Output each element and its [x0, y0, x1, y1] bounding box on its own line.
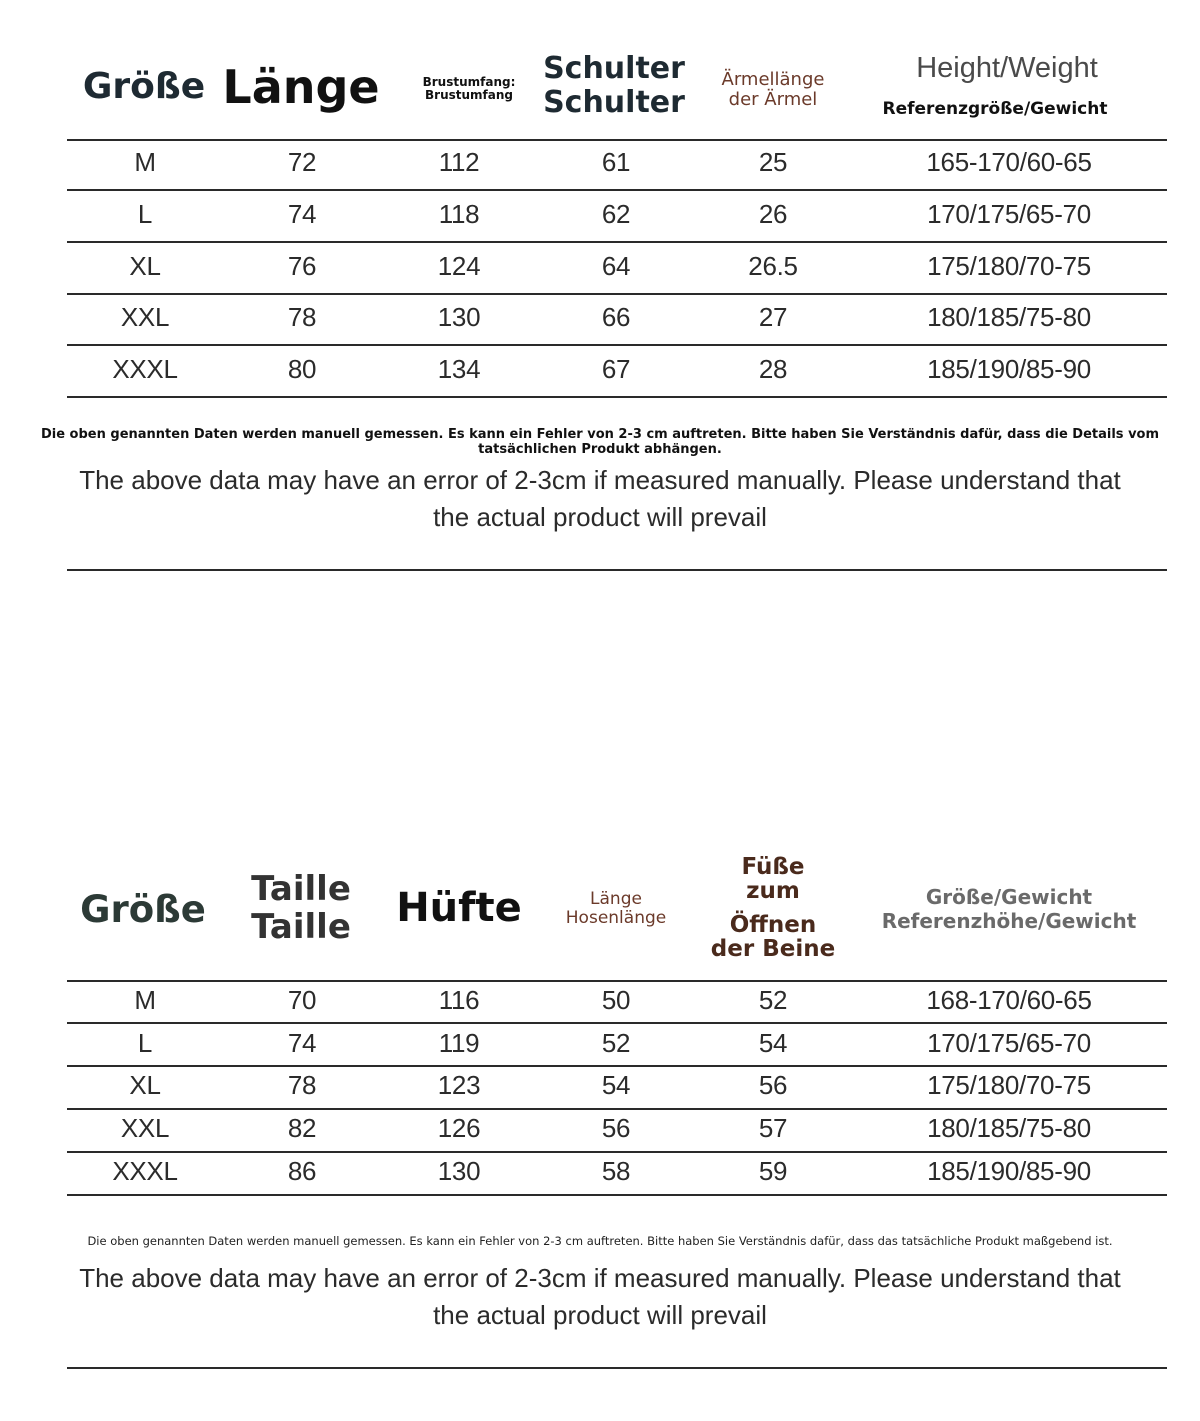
cell-sleeve: 26.5	[748, 251, 798, 281]
pants-rule	[67, 1108, 1167, 1110]
pants-header-leg-opening-line2: zum	[746, 878, 800, 904]
tops-rule	[67, 293, 1167, 295]
cell-length: 54	[601, 1070, 631, 1100]
cell-shoulder: 64	[601, 251, 631, 281]
cell-hip: 116	[438, 985, 480, 1015]
tops-header-sleeve-line1: Ärmellänge	[721, 69, 825, 90]
cell-hip: 123	[437, 1070, 481, 1100]
tops-rule	[67, 344, 1167, 346]
cell-size: XXXL	[112, 1156, 178, 1186]
cell-size: M	[134, 147, 156, 177]
tops-note-english	[0, 462, 1200, 536]
tops-note-german: Die oben genannten Daten werden manuell gemessen. Es kann ein Fehler von 2-3 cm auftreten. Bitte haben Sie Verständnis dafür, dass die Details vom tatsächlichen Produkt abhängen.	[40, 427, 1160, 457]
cell-shoulder: 67	[601, 354, 631, 384]
pants-header-leg-opening	[711, 855, 835, 961]
tops-header-reference: Referenzgröße/Gewicht	[882, 99, 1108, 119]
tops-header-shoulder-line2: Schulter	[543, 85, 685, 120]
cell-size: M	[134, 985, 156, 1015]
pants-header-leg-opening-line3: Öffnen	[729, 912, 817, 938]
cell-chest: 118	[438, 199, 480, 229]
cell-height-weight: 170/175/65-70	[927, 199, 1091, 229]
tops-header-sleeve-line2: der Ärmel	[728, 89, 818, 110]
pants-rule	[67, 1151, 1167, 1153]
cell-leg-opening: 59	[758, 1156, 788, 1186]
pants-header-length	[566, 890, 666, 928]
pants-note-english-line1: The above data may have an error of 2-3cm if measured manually. Please understand that	[79, 1263, 1121, 1293]
cell-leg-opening: 57	[758, 1113, 788, 1143]
cell-shoulder: 61	[601, 147, 631, 177]
cell-size: XXXL	[112, 354, 178, 384]
pants-header-size-weight-line2: Referenzhöhe/Gewicht	[881, 909, 1137, 933]
tops-header-shoulder-line1: Schulter	[543, 51, 685, 86]
cell-length: 52	[601, 1028, 631, 1058]
pants-header-size-weight	[882, 885, 1137, 933]
cell-length: 72	[287, 147, 317, 177]
pants-note-english-line2: the actual product will prevail	[433, 1300, 767, 1330]
tops-rule-footer	[67, 569, 1167, 571]
pants-header-leg-opening-line1: Füße	[741, 854, 805, 880]
cell-waist: 82	[287, 1113, 317, 1143]
cell-chest: 134	[437, 354, 481, 384]
cell-hip: 119	[438, 1028, 480, 1058]
pants-rule-header	[67, 980, 1167, 982]
cell-size: XL	[129, 251, 161, 281]
cell-shoulder: 66	[601, 302, 631, 332]
cell-chest: 124	[437, 251, 481, 281]
pants-header-leg-opening-line4: der Beine	[710, 936, 836, 962]
cell-size-weight: 175/180/70-75	[927, 1070, 1091, 1100]
cell-waist: 78	[287, 1070, 317, 1100]
cell-size: L	[137, 199, 153, 229]
pants-header-waist-line1: Taille	[251, 869, 351, 909]
pants-note-english	[0, 1260, 1200, 1334]
cell-size-weight: 170/175/65-70	[927, 1028, 1091, 1058]
cell-size: XL	[129, 1070, 161, 1100]
cell-waist: 74	[287, 1028, 317, 1058]
cell-shoulder: 62	[601, 199, 631, 229]
cell-leg-opening: 54	[758, 1028, 788, 1058]
cell-sleeve: 25	[758, 147, 788, 177]
cell-waist: 86	[287, 1156, 317, 1186]
cell-length: 56	[601, 1113, 631, 1143]
pants-header-length-line1: Länge	[590, 889, 642, 909]
cell-height-weight: 185/190/85-90	[927, 354, 1091, 384]
cell-size: XXL	[120, 302, 170, 332]
cell-length: 78	[287, 302, 317, 332]
cell-size: XXL	[120, 1113, 170, 1143]
tops-rule	[67, 189, 1167, 191]
cell-sleeve: 28	[758, 354, 788, 384]
pants-header-size: Größe	[80, 888, 206, 931]
tops-header-shoulder	[543, 52, 685, 120]
tops-header-height-weight: Height/Weight	[916, 52, 1098, 84]
tops-header-size: Größe	[82, 66, 206, 107]
pants-rule-bottom	[67, 1194, 1167, 1196]
tops-rule-bottom	[67, 396, 1167, 398]
pants-rule	[67, 1022, 1167, 1024]
cell-height-weight: 165-170/60-65	[926, 147, 1092, 177]
pants-rule	[67, 1065, 1167, 1067]
tops-header-chest	[423, 76, 516, 102]
tops-rule-header	[67, 139, 1167, 141]
cell-hip: 130	[437, 1156, 481, 1186]
cell-sleeve: 26	[758, 199, 788, 229]
cell-size-weight: 168-170/60-65	[926, 985, 1092, 1015]
cell-length: 76	[287, 251, 317, 281]
tops-header-chest-line1: Brustumfang:	[422, 75, 516, 89]
pants-header-hip: Hüfte	[396, 885, 522, 931]
tops-header-sleeve	[722, 70, 825, 110]
cell-size-weight: 185/190/85-90	[927, 1156, 1091, 1186]
tops-header-chest-line2: Brustumfang	[425, 88, 513, 102]
pants-header-size-weight-line1: Größe/Gewicht	[925, 885, 1093, 909]
cell-leg-opening: 56	[758, 1070, 788, 1100]
cell-length: 74	[287, 199, 317, 229]
cell-length: 50	[601, 985, 631, 1015]
cell-chest: 130	[437, 302, 481, 332]
pants-note-german: Die oben genannten Daten werden manuell gemessen. Es kann ein Fehler von 2-3 cm auftreten. Bitte haben Sie Verständnis dafür, dass das tatsächliche Produkt maßgebend ist.	[87, 1234, 1113, 1248]
cell-chest: 112	[438, 147, 480, 177]
cell-hip: 126	[437, 1113, 481, 1143]
tops-header-length: Länge	[222, 60, 380, 114]
cell-size-weight: 180/185/75-80	[927, 1113, 1091, 1143]
cell-leg-opening: 52	[758, 985, 788, 1015]
cell-waist: 70	[287, 985, 317, 1015]
pants-header-waist-line2: Taille	[251, 907, 351, 947]
cell-length: 58	[601, 1156, 631, 1186]
tops-note-english-line2: the actual product will prevail	[433, 502, 767, 532]
pants-header-length-line2: Hosenlänge	[565, 908, 667, 928]
cell-size: L	[137, 1028, 153, 1058]
cell-length: 80	[287, 354, 317, 384]
tops-rule	[67, 241, 1167, 243]
cell-height-weight: 180/185/75-80	[927, 302, 1091, 332]
cell-height-weight: 175/180/70-75	[927, 251, 1091, 281]
pants-rule-footer	[67, 1367, 1167, 1369]
pants-header-waist	[251, 870, 351, 946]
tops-note-english-line1: The above data may have an error of 2-3cm if measured manually. Please understand that	[79, 465, 1121, 495]
cell-sleeve: 27	[758, 302, 788, 332]
